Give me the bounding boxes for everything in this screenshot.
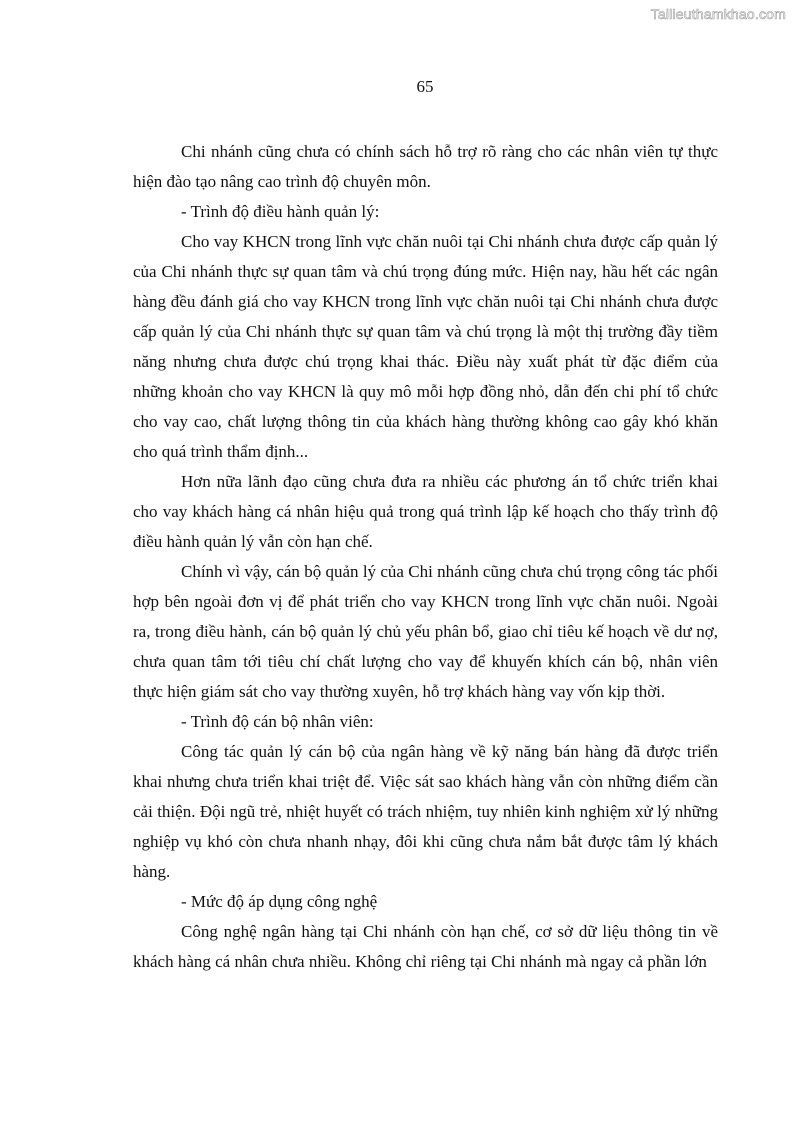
paragraph: Chi nhánh cũng chưa có chính sách hỗ trợ rõ ràng cho các nhân viên tự thực hiện đào tạo nâng cao trình độ chuyên môn. [133, 142, 718, 191]
paragraph: Chính vì vậy, cán bộ quản lý của Chi nhánh cũng chưa chú trọng công tác phối hợp bên ngoài đơn vị để phát triển cho vay KHCN trong lĩnh vực chăn nuôi. Ngoài ra, trong điều hành, cán bộ quản lý chủ yếu phân bổ, giao chỉ tiêu kế hoạch về dư nợ, chưa quan tâm tới tiêu chí chất lượng cho vay để khuyến khích cán bộ, nhân viên thực hiện giám sát cho vay thường xuyên, hỗ trợ khách hàng vay vốn kịp thời. [133, 562, 718, 701]
document-body [133, 137, 718, 977]
paragraph: Hơn nữa lãnh đạo cũng chưa đưa ra nhiều các phương án tổ chức triển khai cho vay khách hàng cá nhân hiệu quả trong quá trình lập kế hoạch cho thấy trình độ điều hành quản lý vẫn còn hạn chế. [133, 472, 718, 551]
watermark: Tailieuthamkhao.com [650, 6, 786, 22]
section-heading-staff: - Trình độ cán bộ nhân viên: [181, 712, 374, 731]
section-heading-technology: - Mức độ áp dụng công nghệ [181, 892, 378, 911]
page-number: 65 [416, 77, 434, 96]
section-heading-management: - Trình độ điều hành quản lý: [181, 202, 380, 221]
paragraph: Công nghệ ngân hàng tại Chi nhánh còn hạn chế, cơ sở dữ liệu thông tin về khách hàng cá nhân chưa nhiều. Không chỉ riêng tại Chi nhánh mà ngay cả phần lớn [133, 922, 718, 971]
paragraph: Công tác quản lý cán bộ của ngân hàng về kỹ năng bán hàng đã được triển khai nhưng chưa triển khai triệt để. Việc sát sao khách hàng vẫn còn những điểm cần cải thiện. Đội ngũ trẻ, nhiệt huyết có trách nhiệm, tuy nhiên kinh nghiệm xử lý những nghiệp vụ khó còn chưa nhanh nhạy, đôi khi cũng chưa nắm bắt được tâm lý khách hàng. [133, 742, 718, 881]
paragraph: Cho vay KHCN trong lĩnh vực chăn nuôi tại Chi nhánh chưa được cấp quản lý của Chi nhánh thực sự quan tâm và chú trọng đúng mức. Hiện nay, hầu hết các ngân hàng đều đánh giá cho vay KHCN trong lĩnh vực chăn nuôi tại Chi nhánh chưa được cấp quản lý của Chi nhánh thực sự quan tâm và chú trọng là một thị trường đầy tiềm năng nhưng chưa được chú trọng khai thác. Điều này xuất phát từ đặc điểm của những khoản cho vay KHCN là quy mô mỗi hợp đồng nhỏ, dẫn đến chi phí tổ chức cho vay cao, chất lượng thông tin của khách hàng thường không cao gây khó khăn cho quá trình thẩm định... [133, 232, 718, 461]
